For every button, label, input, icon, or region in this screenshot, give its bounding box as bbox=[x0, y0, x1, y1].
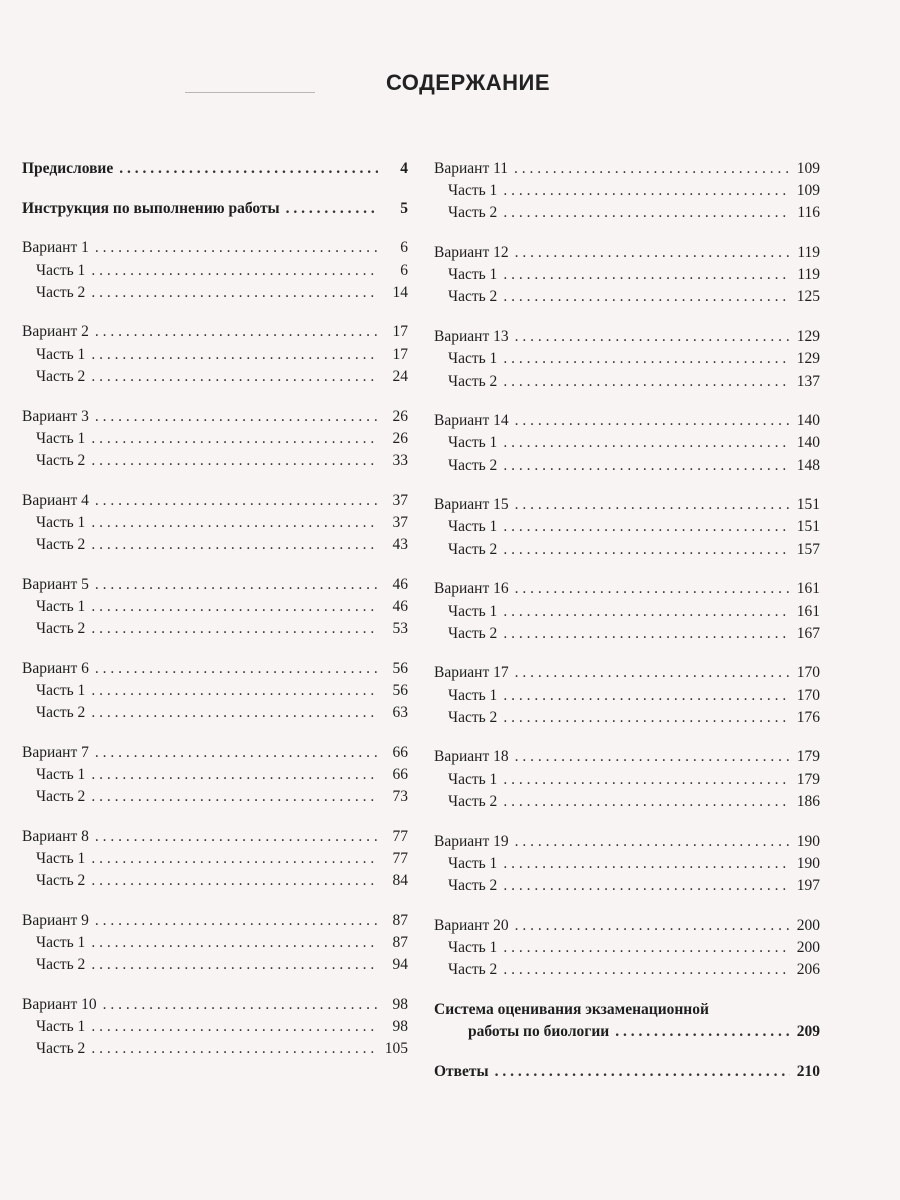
toc-entry-part[interactable] bbox=[22, 932, 408, 954]
toc-entry-page: 73 bbox=[392, 788, 408, 806]
toc-entry-grading[interactable] bbox=[434, 1021, 820, 1043]
toc-entry-label: Часть 1 bbox=[36, 261, 86, 279]
leader-dots bbox=[503, 371, 790, 393]
leader-dots bbox=[91, 932, 378, 954]
toc-entry-label: Часть 1 bbox=[36, 850, 86, 867]
toc-entry-variant[interactable] bbox=[22, 237, 408, 259]
leader-dots bbox=[91, 596, 378, 618]
toc-entry-label: Вариант 17 bbox=[434, 664, 509, 682]
leader-dots bbox=[503, 937, 790, 959]
toc-entry-part[interactable] bbox=[434, 707, 820, 729]
leader-dots bbox=[515, 494, 790, 516]
toc-entry-part[interactable] bbox=[22, 282, 408, 304]
toc-variant-group bbox=[22, 658, 408, 725]
toc-entry-page: 66 bbox=[392, 765, 408, 783]
toc-entry-page: 137 bbox=[796, 372, 820, 390]
toc-entry-page: 6 bbox=[400, 239, 408, 257]
toc-entry-label: Часть 1 bbox=[448, 182, 498, 200]
toc-entry-variant[interactable] bbox=[22, 742, 408, 764]
toc-entry-part[interactable] bbox=[434, 959, 820, 981]
toc-variant-group bbox=[22, 994, 408, 1061]
toc-entry-part[interactable] bbox=[434, 432, 820, 454]
toc-variant-group bbox=[434, 158, 820, 225]
leader-dots bbox=[515, 746, 790, 768]
toc-entry-part[interactable] bbox=[22, 954, 408, 976]
toc-entry-label: Вариант 16 bbox=[434, 580, 509, 598]
toc-entry-page: 87 bbox=[392, 934, 408, 952]
toc-entry-label: Часть 1 bbox=[36, 513, 86, 531]
toc-variant-group bbox=[434, 746, 820, 813]
toc-entry-label: Часть 2 bbox=[36, 704, 86, 722]
leader-dots bbox=[91, 680, 378, 702]
toc-entry-label: Часть 1 bbox=[36, 1018, 86, 1036]
toc-entry-part[interactable] bbox=[434, 853, 820, 875]
leader-dots bbox=[503, 202, 790, 224]
toc-entry-preface[interactable] bbox=[22, 158, 408, 180]
toc-entry-label: Часть 1 bbox=[448, 686, 498, 704]
toc-entry-label: Вариант 19 bbox=[434, 832, 509, 850]
toc-entry-page: 209 bbox=[796, 1022, 820, 1040]
toc-entry-page: 119 bbox=[797, 266, 820, 284]
toc-entry-part[interactable] bbox=[22, 702, 408, 724]
leader-dots bbox=[503, 516, 790, 538]
toc-variant-group bbox=[22, 237, 408, 304]
toc-entry-page: 186 bbox=[796, 792, 820, 810]
toc-variant-group bbox=[22, 574, 408, 641]
toc-entry-page: 43 bbox=[392, 535, 408, 553]
toc-entry-variant[interactable] bbox=[434, 831, 820, 853]
toc-entry-label: Часть 1 bbox=[448, 518, 498, 536]
toc-entry-label: Часть 1 bbox=[36, 934, 86, 952]
toc-entry-label: Часть 1 bbox=[36, 429, 86, 447]
toc-entry-page: 140 bbox=[796, 434, 820, 452]
toc-entry-label: Часть 2 bbox=[36, 956, 86, 974]
toc-entry-label: Часть 2 bbox=[36, 535, 86, 553]
toc-entry-variant[interactable] bbox=[434, 578, 820, 600]
toc-entry-label: Вариант 5 bbox=[22, 575, 89, 593]
toc-entry-label: Вариант 12 bbox=[434, 244, 509, 262]
toc-entry-label: Часть 1 bbox=[36, 345, 86, 363]
toc-entry-variant[interactable] bbox=[434, 746, 820, 768]
leader-dots bbox=[503, 623, 790, 645]
toc-entry-part[interactable] bbox=[434, 516, 820, 538]
toc-entry-answers[interactable] bbox=[434, 1061, 820, 1083]
toc-entry-page: 206 bbox=[796, 960, 820, 978]
toc-entry-part[interactable] bbox=[434, 455, 820, 477]
leader-dots bbox=[503, 875, 790, 897]
leader-dots bbox=[503, 853, 790, 875]
toc-entry-page: 200 bbox=[796, 916, 820, 934]
toc-entry-part[interactable] bbox=[22, 680, 408, 702]
toc-entry-label: Часть 1 bbox=[448, 854, 498, 872]
toc-entry-label: Вариант 9 bbox=[22, 911, 89, 929]
leader-dots bbox=[515, 326, 790, 348]
toc-entry-label: Часть 1 bbox=[36, 765, 86, 783]
toc-variant-group bbox=[434, 831, 820, 898]
toc-entry-label: Часть 2 bbox=[448, 372, 498, 390]
toc-entry-part[interactable] bbox=[22, 848, 408, 870]
leader-dots bbox=[503, 791, 790, 813]
leader-dots bbox=[91, 428, 378, 450]
toc-entry-part[interactable] bbox=[22, 512, 408, 534]
toc-entry-label: Часть 2 bbox=[448, 204, 498, 222]
toc-entry-part[interactable] bbox=[434, 769, 820, 791]
leader-dots bbox=[95, 406, 378, 428]
toc-entry-part[interactable] bbox=[22, 344, 408, 366]
toc-entry-page: 77 bbox=[392, 850, 408, 867]
toc-entry-label: Вариант 15 bbox=[434, 496, 509, 514]
toc-entry-label: Вариант 14 bbox=[434, 412, 509, 430]
toc-entry-part[interactable] bbox=[22, 596, 408, 618]
toc-entry-label: Часть 2 bbox=[448, 288, 498, 306]
page-title-text: СОДЕРЖАНИЕ bbox=[385, 70, 551, 95]
toc-variant-group bbox=[434, 915, 820, 982]
toc-entry-variant[interactable] bbox=[434, 242, 820, 264]
toc-variant-group bbox=[434, 326, 820, 393]
toc-entry-page: 98 bbox=[392, 995, 408, 1013]
toc-entry-page: 170 bbox=[796, 664, 820, 682]
leader-dots bbox=[91, 954, 378, 976]
toc-entry-page: 46 bbox=[392, 597, 408, 615]
toc-entry-page: 17 bbox=[392, 323, 408, 341]
leader-dots bbox=[503, 180, 790, 202]
leader-dots bbox=[91, 260, 378, 282]
leader-dots bbox=[503, 959, 790, 981]
toc-entry-part[interactable] bbox=[434, 371, 820, 393]
toc-entry-variant[interactable] bbox=[434, 158, 820, 180]
toc-variant-group bbox=[434, 578, 820, 645]
toc-entry-page: 157 bbox=[796, 540, 820, 558]
leader-dots bbox=[95, 658, 378, 680]
toc-entry-label: Часть 2 bbox=[448, 456, 498, 474]
toc-variant-group bbox=[434, 494, 820, 561]
toc-left-column bbox=[22, 158, 408, 1078]
toc-entry-page: 109 bbox=[796, 182, 820, 200]
toc-entry-page: 17 bbox=[392, 345, 408, 363]
toc-entry-page: 66 bbox=[392, 743, 408, 761]
toc-entry-label: Вариант 13 bbox=[434, 328, 509, 346]
toc-entry-page: 5 bbox=[400, 199, 408, 217]
toc-entry-label: Вариант 4 bbox=[22, 491, 89, 509]
leader-dots bbox=[119, 158, 378, 180]
toc-entry-part[interactable] bbox=[434, 601, 820, 623]
toc-entry-label: Вариант 3 bbox=[22, 407, 89, 425]
toc-entry-label: Часть 1 bbox=[448, 350, 498, 368]
toc-entry-part[interactable] bbox=[22, 366, 408, 388]
toc-entry-page: 170 bbox=[796, 686, 820, 704]
toc-variant-group bbox=[434, 662, 820, 729]
leader-dots bbox=[503, 432, 790, 454]
toc-entry-label: Часть 2 bbox=[36, 788, 86, 806]
toc-entry-page: 24 bbox=[392, 367, 408, 385]
toc-entry-page: 116 bbox=[797, 204, 820, 222]
toc-entry-part[interactable] bbox=[22, 1038, 408, 1060]
toc-entry-page: 179 bbox=[796, 748, 820, 766]
toc-variant-group bbox=[22, 826, 408, 893]
toc-entry-page: 140 bbox=[796, 412, 820, 430]
toc-entry-variant[interactable] bbox=[22, 910, 408, 932]
leader-dots bbox=[495, 1061, 790, 1083]
toc-entry-label: Часть 2 bbox=[448, 708, 498, 726]
leader-dots bbox=[91, 450, 378, 472]
leader-dots bbox=[286, 198, 378, 220]
leader-dots bbox=[515, 578, 790, 600]
toc-entry-page: 197 bbox=[796, 876, 820, 894]
leader-dots bbox=[515, 831, 790, 853]
leader-dots bbox=[91, 1016, 378, 1038]
leader-dots bbox=[91, 764, 378, 786]
toc-entry-variant[interactable] bbox=[22, 994, 408, 1016]
toc-entry-page: 6 bbox=[400, 261, 408, 279]
toc-entry-page: 190 bbox=[796, 854, 820, 872]
toc-entry-label: Часть 2 bbox=[36, 451, 86, 469]
page-title bbox=[0, 70, 900, 96]
leader-dots bbox=[503, 348, 790, 370]
toc-entry-part[interactable] bbox=[22, 870, 408, 892]
leader-dots bbox=[515, 242, 790, 264]
toc-entry-label: Часть 1 bbox=[448, 770, 498, 788]
toc-entry-label: Вариант 6 bbox=[22, 659, 89, 677]
toc-entry-part[interactable] bbox=[434, 286, 820, 308]
toc-entry-page: 125 bbox=[796, 288, 820, 306]
toc-entry-label: Часть 2 bbox=[36, 620, 86, 637]
toc-variant-group bbox=[22, 910, 408, 977]
toc-entry-page: 37 bbox=[392, 513, 408, 531]
toc-entry-page: 129 bbox=[796, 328, 820, 346]
toc-right-column bbox=[434, 158, 820, 1100]
leader-dots bbox=[503, 685, 790, 707]
toc-entry-grading-line1[interactable]: Система оценивания экзаменационной bbox=[434, 1000, 709, 1018]
toc-entry-page: 210 bbox=[796, 1062, 820, 1080]
toc-entry-page: 77 bbox=[392, 827, 408, 845]
toc-variant-group bbox=[22, 742, 408, 809]
leader-dots bbox=[95, 742, 378, 764]
toc-variant-group bbox=[434, 242, 820, 309]
leader-dots bbox=[515, 915, 790, 937]
toc-entry-instructions[interactable] bbox=[22, 198, 408, 220]
leader-dots bbox=[91, 848, 378, 870]
leader-dots bbox=[503, 601, 790, 623]
toc-entry-label: Вариант 10 bbox=[22, 995, 97, 1013]
toc-entry-page: 105 bbox=[384, 1040, 408, 1058]
toc-variant-group bbox=[22, 321, 408, 388]
toc-entry-label: Вариант 7 bbox=[22, 743, 89, 761]
leader-dots bbox=[95, 237, 378, 259]
toc-entry-page: 63 bbox=[392, 704, 408, 722]
leader-dots bbox=[95, 574, 378, 596]
toc-entry-part[interactable] bbox=[434, 202, 820, 224]
toc-entry-label: Часть 2 bbox=[36, 283, 86, 301]
toc-entry-label: Часть 2 bbox=[448, 792, 498, 810]
toc-entry-page: 148 bbox=[796, 456, 820, 474]
leader-dots bbox=[503, 286, 790, 308]
leader-dots bbox=[91, 282, 378, 304]
toc-entry-part[interactable] bbox=[22, 534, 408, 556]
toc-entry-variant[interactable] bbox=[22, 574, 408, 596]
toc-entry-page: 179 bbox=[796, 770, 820, 788]
toc-entry-part[interactable] bbox=[434, 348, 820, 370]
toc-entry-label: Часть 2 bbox=[448, 540, 498, 558]
toc-entry-variant[interactable] bbox=[22, 826, 408, 848]
leader-dots bbox=[503, 539, 790, 561]
toc-entry-label: Часть 2 bbox=[36, 872, 86, 890]
toc-entry-page: 167 bbox=[796, 624, 820, 642]
toc-entry-page: 161 bbox=[796, 602, 820, 620]
toc-entry-label: Часть 1 bbox=[448, 434, 498, 452]
leader-dots bbox=[91, 786, 378, 808]
toc-entry-page: 98 bbox=[392, 1018, 408, 1036]
toc-entry-page: 119 bbox=[797, 244, 820, 262]
toc-entry-page: 109 bbox=[796, 160, 820, 177]
leader-dots bbox=[91, 870, 378, 892]
toc-entry-part[interactable] bbox=[434, 539, 820, 561]
toc-entry-page: 161 bbox=[796, 580, 820, 598]
toc-entry-variant[interactable] bbox=[434, 662, 820, 684]
toc-entry-page: 129 bbox=[796, 350, 820, 368]
toc-entry-page: 53 bbox=[392, 620, 408, 637]
toc-entry-page: 37 bbox=[392, 491, 408, 509]
toc-entry-part[interactable] bbox=[434, 264, 820, 286]
toc-entry-label: Часть 2 bbox=[448, 624, 498, 642]
toc-entry-variant[interactable] bbox=[434, 326, 820, 348]
toc-entry-page: 200 bbox=[796, 938, 820, 956]
toc-entry-variant[interactable] bbox=[434, 915, 820, 937]
leader-dots bbox=[91, 512, 378, 534]
leader-dots bbox=[515, 662, 790, 684]
toc-entry-label: Часть 2 bbox=[36, 1040, 86, 1058]
toc-entry-label: Вариант 1 bbox=[22, 239, 89, 257]
toc-entry-label: Часть 2 bbox=[36, 367, 86, 385]
toc-entry-variant[interactable] bbox=[22, 658, 408, 680]
toc-entry-part[interactable] bbox=[22, 786, 408, 808]
toc-entry-label: Часть 1 bbox=[36, 681, 86, 699]
toc-entry-label: Часть 1 bbox=[36, 597, 86, 615]
toc-entry-variant[interactable] bbox=[434, 410, 820, 432]
toc-entry-page: 151 bbox=[796, 518, 820, 536]
leader-dots bbox=[91, 618, 378, 640]
toc-entry-page: 190 bbox=[796, 832, 820, 850]
toc-entry-page: 14 bbox=[392, 283, 408, 301]
leader-dots bbox=[91, 344, 378, 366]
leader-dots bbox=[91, 534, 378, 556]
leader-dots bbox=[515, 410, 790, 432]
toc-entry-part[interactable] bbox=[434, 623, 820, 645]
toc-entry-part[interactable] bbox=[22, 428, 408, 450]
toc-entry-part[interactable] bbox=[22, 260, 408, 282]
toc-entry-part[interactable] bbox=[434, 875, 820, 897]
leader-dots bbox=[514, 158, 790, 180]
leader-dots bbox=[503, 707, 790, 729]
toc-entry-label: Инструкция по выполнению работы bbox=[22, 199, 280, 217]
toc-entry-label: Часть 2 bbox=[448, 876, 498, 894]
toc-left-variants bbox=[22, 237, 408, 1060]
toc-entry-label: Ответы bbox=[434, 1062, 489, 1080]
toc-entry-label: Часть 1 bbox=[448, 266, 498, 284]
toc-entry-label: Вариант 18 bbox=[434, 748, 509, 766]
toc-entry-part[interactable] bbox=[434, 180, 820, 202]
leader-dots bbox=[91, 366, 378, 388]
toc-variant-group bbox=[22, 406, 408, 473]
toc-entry-label: Вариант 2 bbox=[22, 323, 89, 341]
toc-entry-part[interactable] bbox=[22, 618, 408, 640]
toc-entry-label: Вариант 20 bbox=[434, 916, 509, 934]
toc-entry-page: 56 bbox=[392, 659, 408, 677]
toc-entry-label: Вариант 11 bbox=[434, 160, 509, 177]
toc-entry-page: 94 bbox=[392, 956, 408, 974]
toc-entry-page: 176 bbox=[796, 708, 820, 726]
toc-variant-group bbox=[22, 490, 408, 557]
toc-entry-variant[interactable] bbox=[22, 406, 408, 428]
toc-entry-page: 151 bbox=[796, 496, 820, 514]
toc-entry-variant[interactable] bbox=[434, 494, 820, 516]
toc-right-variants bbox=[434, 158, 820, 981]
toc-entry-label: работы по биологии bbox=[468, 1022, 610, 1040]
toc-entry-page: 4 bbox=[400, 160, 408, 177]
toc-entry-page: 56 bbox=[392, 681, 408, 699]
toc-variant-group bbox=[434, 410, 820, 477]
toc-entry-label: Часть 1 bbox=[448, 602, 498, 620]
leader-dots bbox=[615, 1021, 790, 1043]
leader-dots bbox=[95, 910, 378, 932]
toc-entry-part[interactable] bbox=[434, 937, 820, 959]
leader-dots bbox=[95, 490, 378, 512]
leader-dots bbox=[95, 321, 378, 343]
toc-entry-page: 26 bbox=[392, 429, 408, 447]
leader-dots bbox=[91, 702, 378, 724]
toc-entry-part[interactable] bbox=[434, 685, 820, 707]
toc-entry-variant[interactable] bbox=[22, 321, 408, 343]
toc-entry-part[interactable] bbox=[22, 764, 408, 786]
leader-dots bbox=[503, 455, 790, 477]
toc-entry-page: 84 bbox=[392, 872, 408, 890]
toc-entry-page: 87 bbox=[392, 911, 408, 929]
toc-entry-page: 33 bbox=[392, 451, 408, 469]
leader-dots bbox=[103, 994, 378, 1016]
leader-dots bbox=[503, 769, 790, 791]
toc-entry-label: Вариант 8 bbox=[22, 827, 89, 845]
toc-entry-part[interactable] bbox=[22, 450, 408, 472]
toc-entry-variant[interactable] bbox=[22, 490, 408, 512]
toc-entry-page: 26 bbox=[392, 407, 408, 425]
toc-entry-label: Часть 2 bbox=[448, 960, 498, 978]
toc-entry-label: Предисловие bbox=[22, 160, 114, 177]
toc-entry-page: 46 bbox=[392, 575, 408, 593]
leader-dots bbox=[503, 264, 790, 286]
leader-dots bbox=[95, 826, 378, 848]
toc-entry-part[interactable] bbox=[22, 1016, 408, 1038]
toc-entry-label: Часть 1 bbox=[448, 938, 498, 956]
leader-dots bbox=[91, 1038, 378, 1060]
toc-entry-part[interactable] bbox=[434, 791, 820, 813]
